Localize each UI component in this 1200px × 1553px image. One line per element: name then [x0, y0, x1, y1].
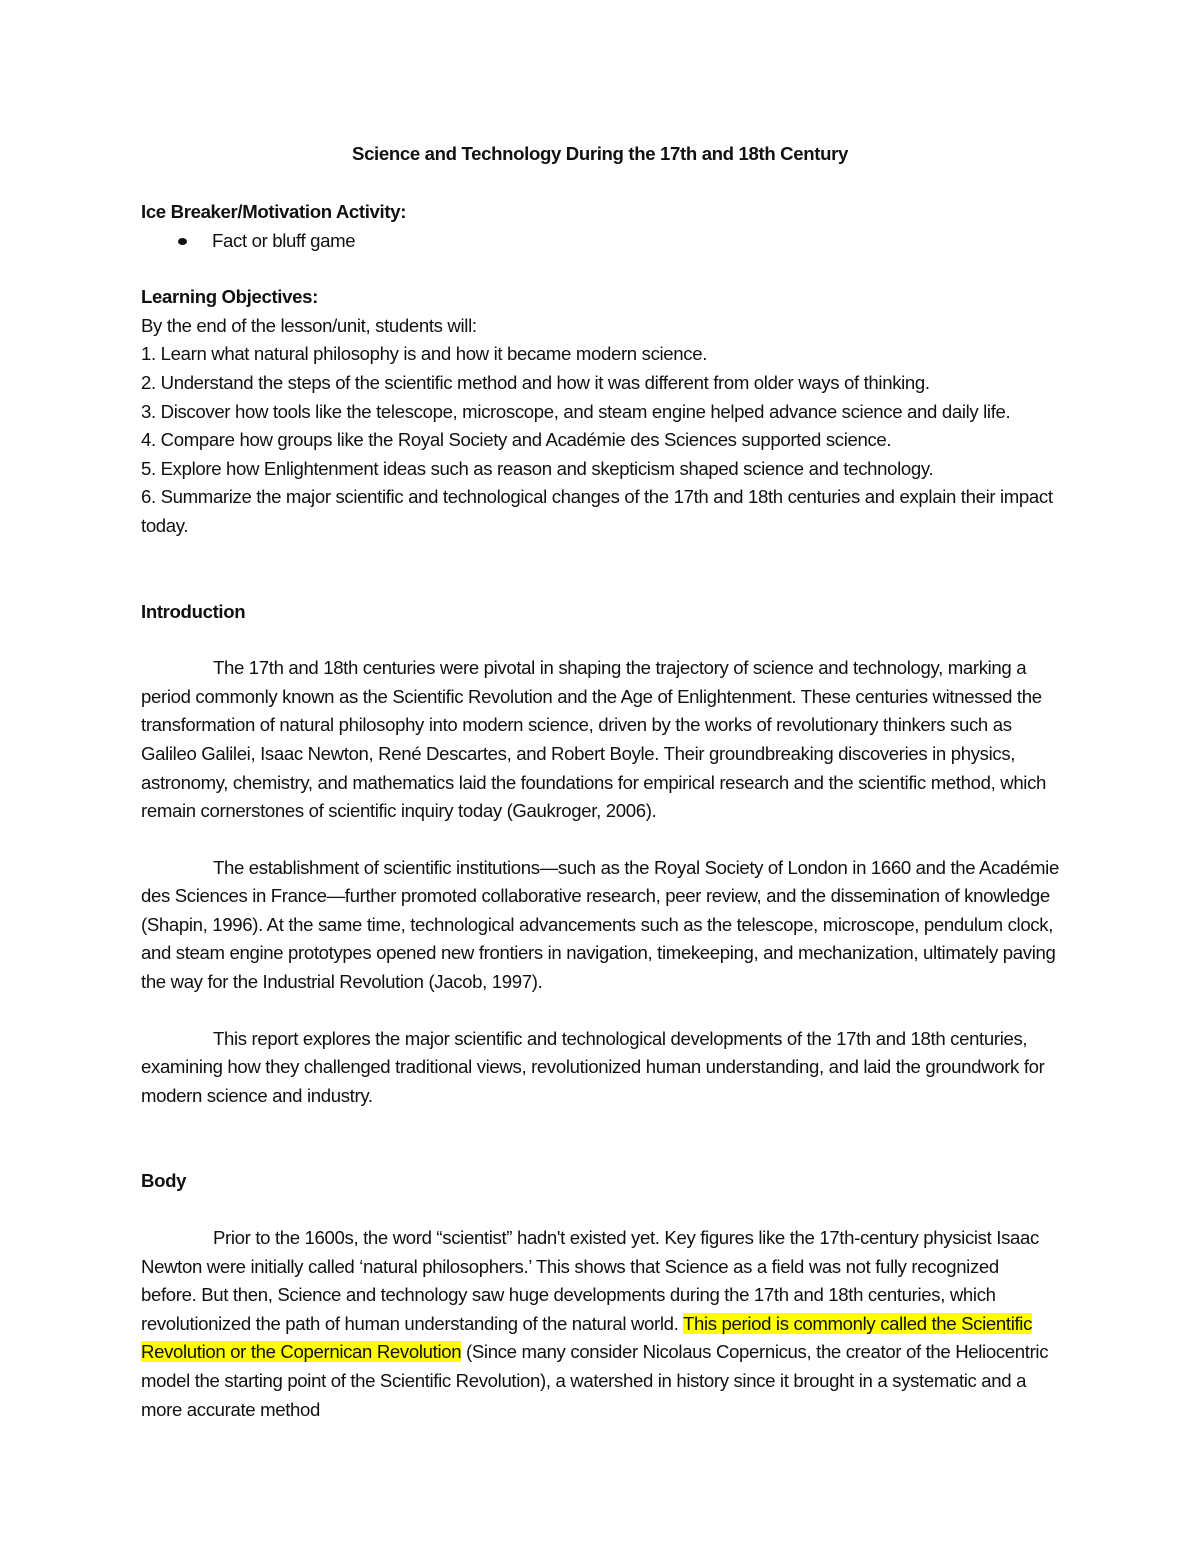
body-heading: Body [141, 1170, 187, 1192]
introduction-paragraph: This report explores the major scientific and technological developments of the 17th and 18th centuries, examining how they challenged traditional views, revolutionized human understanding, and laid the groundwork for modern science and industry. [141, 1027, 1045, 1106]
list-item: 4. Compare how groups like the Royal Society and Académie des Sciences supported science. [141, 429, 892, 451]
body-paragraph [141, 1224, 1059, 1424]
introduction-paragraph: The 17th and 18th centuries were pivotal in shaping the trajectory of science and technology, marking a period commonly known as the Scientific Revolution and the Age of Enlightenment. These centuries witnessed the transformation of natural philosophy into modern science, driven by the works of revolutionary thinkers such as Galileo Galilei, Isaac Newton, René Descartes, and Robert Boyle. Their groundbreaking discoveries in physics, astronomy, chemistry, and mathematics laid the foundations for empirical research and the scientific method, which remain cornerstones of scientific inquiry today (Gaukroger, 2006). [141, 657, 1047, 822]
page-title: Science and Technology During the 17th and 18th Century [352, 143, 848, 164]
icebreaker-heading: Ice Breaker/Motivation Activity: [141, 201, 407, 222]
body-text-after-highlight: (Since many consider Nicolaus Copernicus, the creator of the Heliocentric model the starting point of the Scientific Revolution), a watershed in history since it brought in a systematic and a more accurate method [141, 1341, 1049, 1420]
list-item: 3. Discover how tools like the telescope, microscope, and steam engine helped advance science and daily life. [141, 400, 1011, 422]
document-content [141, 140, 1059, 1424]
list-item [141, 227, 1059, 256]
body-text-before-highlight: Prior to the 1600s, the word “scientist” hadn't existed yet. Key figures like the 17th-century physicist Isaac Newton were initially called ‘natural philosophers.’ This shows that Science as a field was not fully recognized before. But then, Science and technology saw huge developments during the 17th and 18th centuries, which revolutionized the path of human understanding of the natural world. [141, 1227, 1039, 1334]
bullet-icon [178, 238, 187, 245]
introduction-heading: Introduction [141, 600, 246, 622]
icebreaker-item-text: Fact or bluff game [212, 229, 356, 251]
list-item: 2. Understand the steps of the scientific method and how it was different from older ways of thinking. [141, 371, 930, 393]
introduction-paragraph: The establishment of scientific institutions—such as the Royal Society of London in 1660 and the Académie des Sciences in France—further promoted collaborative research, peer review, and the dissemination of knowledge (Shapin, 1996). At the same time, technological advancements such as the telescope, microscope, pendulum clock, and steam engine prototypes opened new frontiers in navigation, timekeeping, and mechanization, ultimately paving the way for the Industrial Revolution (Jacob, 1997). [141, 856, 1059, 993]
list-item: 6. Summarize the major scientific and technological changes of the 17th and 18th centuries and explain their impact today. [141, 486, 1053, 536]
learning-objectives-intro: By the end of the lesson/unit, students will: [141, 314, 477, 336]
list-item: 5. Explore how Enlightenment ideas such as reason and skepticism shaped science and technology. [141, 457, 934, 479]
learning-objectives-heading: Learning Objectives: [141, 286, 318, 308]
learning-objectives-list [141, 340, 1059, 540]
icebreaker-list [141, 227, 1059, 256]
list-item: 1. Learn what natural philosophy is and how it became modern science. [141, 343, 708, 365]
highlighted-text: This period is commonly called the Scientific Revolution or the Copernican Revolution [141, 1312, 1033, 1363]
